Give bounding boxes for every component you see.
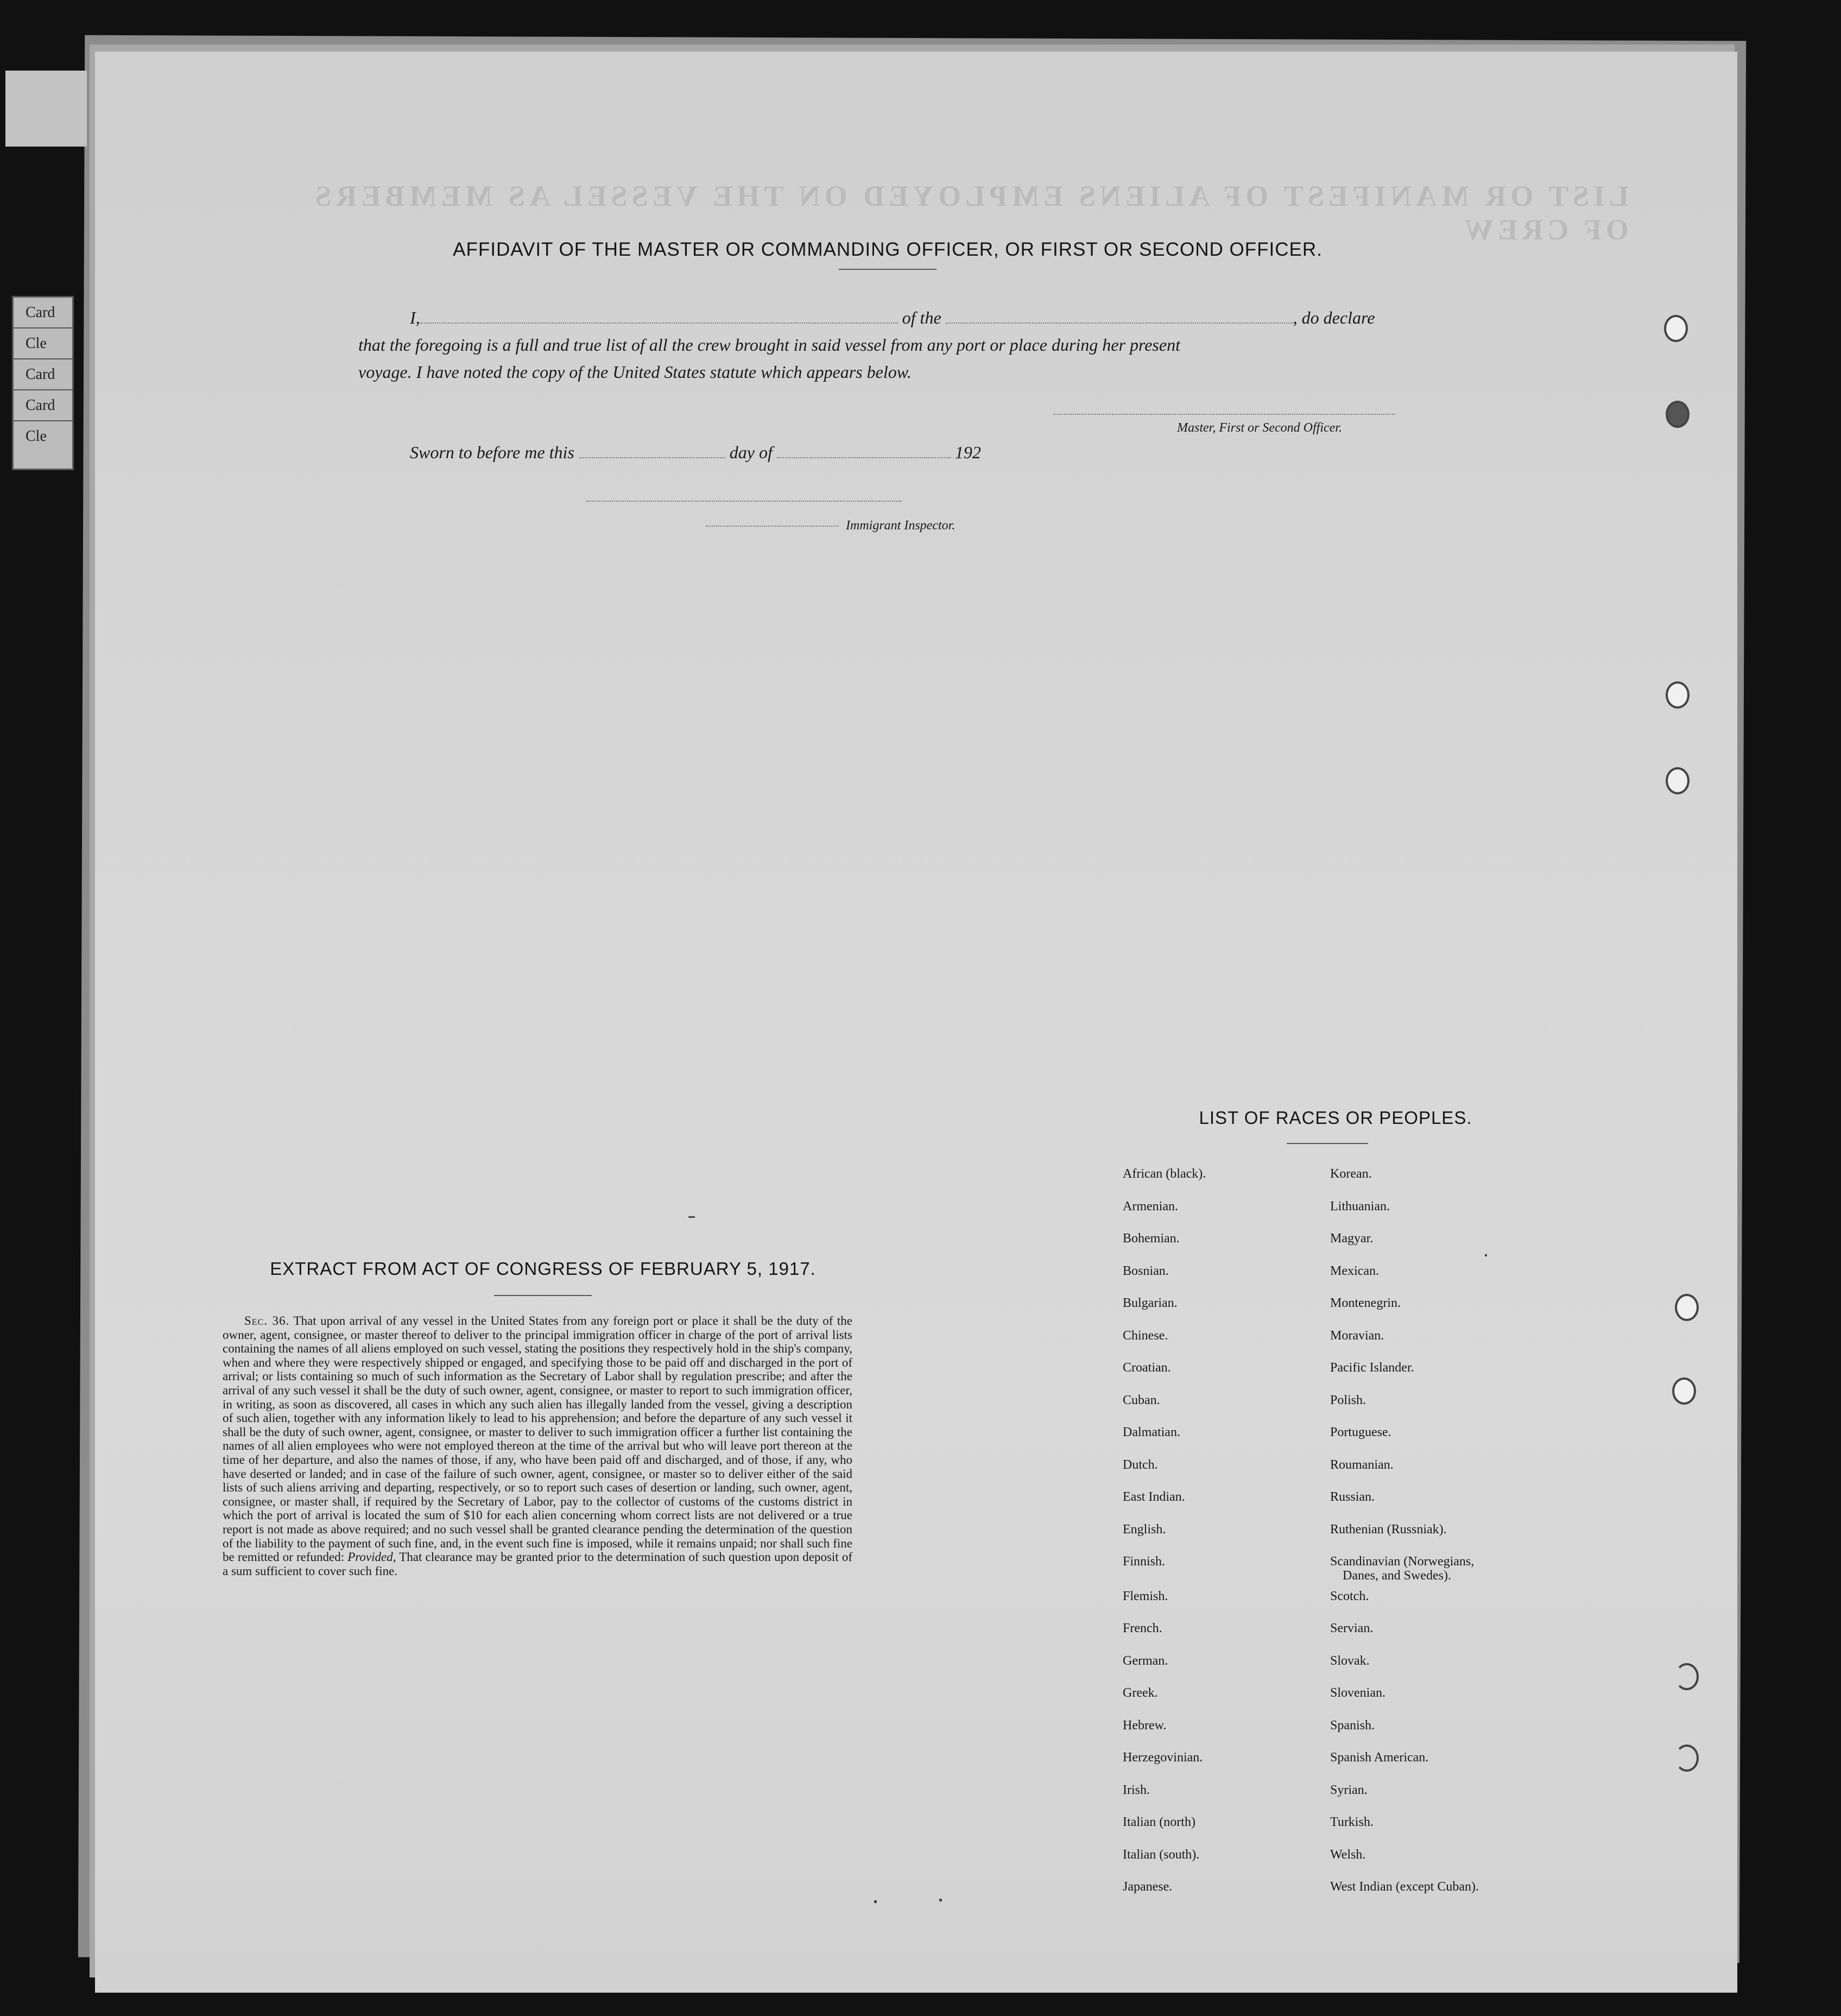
extract-title: EXTRACT FROM ACT OF CONGRESS OF FEBRUARY 5, 1917. (270, 1259, 816, 1279)
race-left: Irish. (1123, 1783, 1150, 1797)
sworn-line (410, 443, 981, 463)
race-right: Turkish. (1330, 1815, 1374, 1829)
race-left: Cuban. (1123, 1393, 1160, 1407)
binder-hole (1672, 1377, 1696, 1405)
affidavit-line1-mid: of the (902, 308, 941, 327)
race-left: Bohemian. (1123, 1231, 1180, 1246)
race-right: Spanish American. (1330, 1750, 1429, 1765)
scan-speck (1485, 1254, 1487, 1256)
race-right: Servian. (1330, 1621, 1374, 1635)
signature-label: Master, First or Second Officer. (1177, 421, 1342, 435)
race-right: Polish. (1330, 1393, 1366, 1407)
scan-speck (874, 1900, 877, 1903)
affidavit-line3: voyage. I have noted the copy of the United States statute which appears below. (358, 362, 912, 382)
race-left: English. (1123, 1522, 1166, 1537)
binder-hole (1666, 681, 1690, 709)
race-left: Croatian. (1123, 1361, 1171, 1375)
race-entry-continuation: Danes, and Swedes). (1343, 1569, 1451, 1583)
race-right: Spanish. (1330, 1718, 1375, 1733)
affidavit-text (358, 304, 1444, 385)
race-left: Chinese. (1123, 1328, 1168, 1343)
month-blank (777, 456, 951, 458)
affidavit-line2: that the foregoing is a full and true list of all the crew brought in said vessel from any port or place during her present (358, 335, 1180, 355)
binder-hole (1675, 1294, 1699, 1321)
affidavit-line1-end: , do declare (1293, 308, 1375, 327)
race-right: Magyar. (1330, 1231, 1374, 1246)
race-right: Scandinavian (Norwegians, (1330, 1554, 1475, 1569)
race-right: West Indian (except Cuban). (1330, 1880, 1479, 1894)
race-right: Scotch. (1330, 1589, 1369, 1603)
divider (839, 269, 937, 270)
bleed-through-text: LIST OR MANIFEST OF ALIENS EMPLOYED ON THE VESSEL AS MEMBERS OF CREW (311, 180, 1629, 246)
race-right: Portuguese. (1330, 1425, 1391, 1439)
races-title: LIST OF RACES OR PEOPLES. (1199, 1108, 1472, 1128)
race-left: Bulgarian. (1123, 1296, 1178, 1310)
extract-text-2: That clearance may be granted prior to the determination of such question upon deposit of a sum sufficient to cover such fine. (223, 1550, 852, 1578)
race-left: Flemish. (1123, 1589, 1168, 1603)
sworn-start: Sworn to before me this (410, 443, 574, 462)
race-right: Lithuanian. (1330, 1199, 1390, 1214)
race-left: Italian (south). (1123, 1847, 1200, 1862)
race-left: Dalmatian. (1123, 1425, 1180, 1439)
tab-line: Card (14, 298, 72, 328)
inspector-signature-line (706, 526, 839, 527)
tab-line: Card (14, 359, 72, 390)
race-right: Welsh. (1330, 1847, 1366, 1862)
extract-body (223, 1314, 852, 1578)
race-right: Russian. (1330, 1490, 1375, 1504)
race-left: Dutch. (1123, 1457, 1158, 1472)
affidavit-line1-start: I, (410, 308, 420, 327)
sworn-year: 192 (954, 443, 981, 462)
race-left: German. (1123, 1653, 1168, 1668)
scan-speck (688, 1216, 695, 1218)
race-left: African (black). (1123, 1167, 1206, 1181)
race-right: Pacific Islander. (1330, 1361, 1414, 1375)
binder-hole (1675, 1663, 1699, 1690)
race-left: Italian (north) (1123, 1815, 1195, 1829)
race-left: Herzegovinian. (1123, 1750, 1203, 1765)
name-blank (420, 321, 898, 324)
affidavit-title: AFFIDAVIT OF THE MASTER OR COMMANDING OFFICER, OR FIRST OR SECOND OFFICER. (453, 239, 1323, 260)
race-left: Greek. (1123, 1686, 1158, 1700)
vessel-blank (946, 321, 1293, 324)
binder-hole (1666, 767, 1690, 794)
race-right: Moravian. (1330, 1328, 1384, 1343)
race-left: Bosnian. (1123, 1263, 1169, 1278)
binder-hole (1666, 401, 1690, 428)
divider (494, 1295, 592, 1296)
race-left: Japanese. (1123, 1880, 1173, 1894)
tab-line: Cle (14, 328, 72, 359)
race-right: Slovenian. (1330, 1686, 1386, 1700)
inspector-top-line (586, 501, 901, 502)
race-left: Finnish. (1123, 1554, 1166, 1569)
race-right: Korean. (1330, 1167, 1372, 1181)
tab-line: Cle (26, 428, 47, 445)
inspector-label: Immigrant Inspector. (846, 519, 956, 533)
left-index-tab (12, 296, 74, 470)
race-left: Armenian. (1123, 1199, 1178, 1214)
race-right: Montenegrin. (1330, 1296, 1401, 1310)
race-left: Hebrew. (1123, 1718, 1167, 1733)
divider (1287, 1143, 1368, 1144)
side-paper-strip (5, 71, 87, 147)
tab-line: Card (14, 390, 72, 421)
section-label: Sec. 36. (244, 1314, 290, 1328)
race-right: Mexican. (1330, 1263, 1379, 1278)
race-right: Syrian. (1330, 1783, 1368, 1797)
race-right: Slovak. (1330, 1653, 1370, 1668)
binder-hole (1675, 1745, 1699, 1772)
scan-speck (939, 1899, 942, 1901)
race-right: Roumanian. (1330, 1457, 1394, 1472)
day-blank (579, 456, 725, 458)
sworn-mid: day of (729, 443, 773, 462)
provided-word: Provided, (347, 1550, 396, 1564)
race-left: French. (1123, 1621, 1162, 1635)
race-right: Ruthenian (Russniak). (1330, 1522, 1447, 1537)
binder-hole (1664, 315, 1688, 342)
signature-line (1053, 414, 1395, 415)
extract-text-1: That upon arrival of any vessel in the United States from any foreign port or place it shall be the duty of the owner, agent, consignee, or master thereof to deliver to the principal immigration officer in charge of the port of arrival lists containing the names of all aliens employed on such vessel, stating the positions they respectively hold in the ship's company, when and where they were respectively shipped or engaged, and specifying those to be paid off and discharged in the port of arrival; or lists containing so much of such information as the Secretary of Labor shall by regulation prescribe; and after the arrival of any such vessel it shall be the duty of such owner, agent, consignee, or master to report to such immigration officer, in writing, as soon as discovered, all cases in which any such alien has illegally landed from the vessel, giving a description of such alien, together with any information likely to lead to his apprehension; and before the departure of any such vessel it shall be the duty of such owner, agent, consignee, or master to deliver to such immigration officer a further list containing the names of all alien employees who were not employed thereon at the time of the arrival but who will leave port thereon at the time of her departure, and also the names of those, if any, who have been paid off and discharged, and of those, if any, who have deserted or landed; and in case of the failure of such owner, agent, consignee, or master so to deliver either of the said lists of such aliens arriving and departing, respectively, or so to report such cases of desertion or landing, such owner, agent, consignee, or master shall, if required by the Secretary of Labor, pay to the collector of customs of the customs district in which the port of arrival is located the sum of $10 for each alien concerning whom correct lists are not delivered or a true report is not made as above required; and no such vessel shall be granted clearance pending the determination of the question of the liability to the payment of such fine, and, in the event such fine is imposed, while it remains unpaid; nor shall such fine be remitted or refunded: (223, 1314, 852, 1564)
race-left: East Indian. (1123, 1490, 1185, 1504)
